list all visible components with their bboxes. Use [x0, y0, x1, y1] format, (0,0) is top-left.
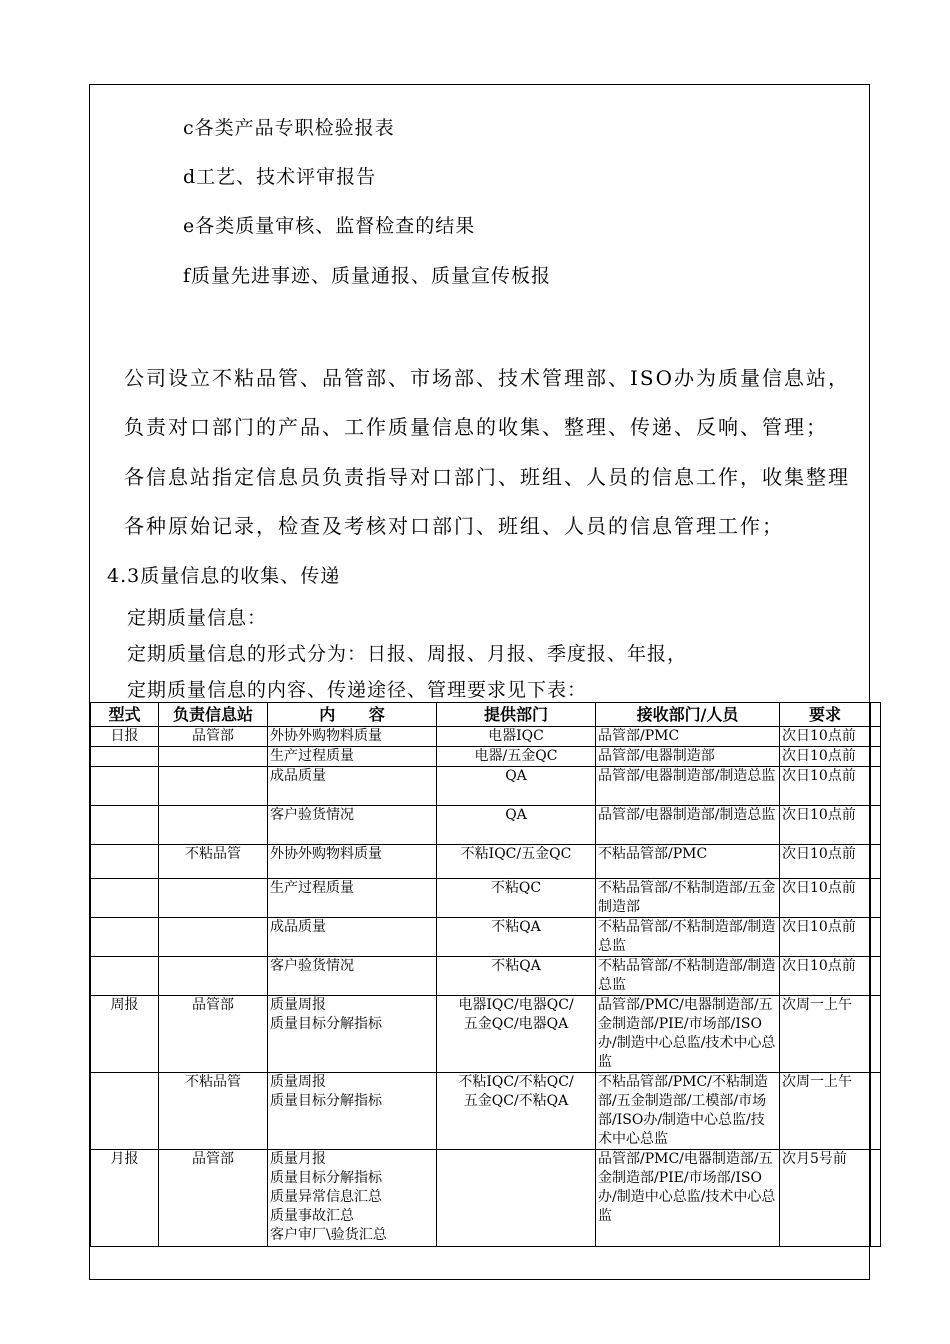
sub-line-1: 定期质量信息：: [127, 607, 268, 629]
cell-content: [268, 1073, 437, 1150]
cell-content-line: 质量事故汇总: [270, 1208, 354, 1224]
cell-type: [91, 806, 159, 845]
cell-provider-line: 电器IQC: [488, 728, 544, 744]
cell-provider-line: 五金QC/电器QA: [463, 1016, 569, 1032]
cell-content-line: 质量周报: [270, 997, 326, 1013]
cell-receiver: [596, 806, 780, 845]
cell-extra: [871, 767, 881, 806]
header-content: 内 容: [268, 703, 437, 727]
cell-content: [268, 879, 437, 918]
cell-provider: [437, 879, 596, 918]
cell-type: 周报: [91, 996, 159, 1073]
table-row: [91, 957, 881, 996]
cell-receiver: [596, 1073, 780, 1150]
cell-content: [268, 996, 437, 1073]
cell-extra: [871, 845, 881, 879]
table-row: [91, 767, 881, 806]
cell-provider: [437, 918, 596, 957]
table-body: [91, 727, 881, 1247]
cell-extra: [871, 806, 881, 845]
cell-receiver: [596, 918, 780, 957]
header-extra: [871, 703, 881, 727]
cell-type: [91, 918, 159, 957]
cell-content-line: 客户审厂\验货汇总: [270, 1227, 387, 1243]
cell-receiver-line: 不粘品管部/不粘制造部/制造总监: [598, 958, 776, 993]
paragraph-line-1: 公司设立不粘品管、品管部、市场部、技术管理部、ISO办为质量信息站，: [124, 366, 850, 390]
cell-receiver: [596, 996, 780, 1073]
cell-content-line: 质量目标分解指标: [270, 1093, 382, 1109]
cell-extra: [871, 879, 881, 918]
cell-content-line: 成品质量: [270, 919, 326, 935]
cell-receiver: [596, 957, 780, 996]
sub-line-2: 定期质量信息的形式分为：日报、周报、月报、季度报、年报，: [127, 643, 688, 665]
cell-provider: [437, 806, 596, 845]
cell-provider-line: QA: [505, 768, 527, 784]
cell-extra: [871, 727, 881, 747]
paragraph-line-4: 各种原始记录，检查及考核对口部门、班组、人员的信息管理工作；: [124, 514, 784, 538]
cell-provider: [437, 767, 596, 806]
cell-provider-line: QA: [505, 807, 527, 823]
cell-content-line: 客户验货情况: [270, 958, 354, 974]
table-row: [91, 1073, 881, 1150]
list-item-f: f质量先进事迹、质量通报、质量宣传板报: [183, 265, 552, 287]
cell-extra: [871, 1073, 881, 1150]
cell-receiver-line: 品管部/电器制造部/制造总监: [598, 807, 776, 823]
cell-receiver: [596, 1150, 780, 1247]
cell-receiver: [596, 747, 780, 767]
cell-station: [159, 747, 268, 767]
cell-type: [91, 879, 159, 918]
cell-content: [268, 957, 437, 996]
cell-provider-line: 电器IQC/电器QC/: [458, 997, 574, 1013]
cell-provider-line: 电器/五金QC: [474, 748, 558, 764]
cell-station: 不粘品管: [159, 845, 268, 879]
cell-provider: [437, 996, 596, 1073]
cell-requirement: 次日10点前: [780, 767, 871, 806]
cell-requirement: 次月5号前: [780, 1150, 871, 1247]
cell-receiver-line: 品管部/电器制造部: [598, 748, 715, 764]
header-requirement: 要求: [780, 703, 871, 727]
cell-extra: [871, 957, 881, 996]
cell-content: [268, 767, 437, 806]
cell-type: [91, 957, 159, 996]
sub-line-3: 定期质量信息的内容、传递途径、管理要求见下表：: [127, 679, 588, 701]
cell-type: 月报: [91, 1150, 159, 1247]
cell-receiver: [596, 879, 780, 918]
cell-station: 不粘品管: [159, 1073, 268, 1150]
table-row: [91, 996, 881, 1073]
table-header-row: [91, 703, 881, 727]
cell-provider-line: 不粘IQC/不粘QC/: [458, 1074, 574, 1090]
cell-content: [268, 845, 437, 879]
cell-requirement: 次日10点前: [780, 957, 871, 996]
cell-provider-line: 不粘QA: [491, 919, 541, 935]
cell-provider-line: 不粘IQC/五金QC: [460, 846, 572, 862]
cell-content-line: 外协外购物料质量: [270, 846, 382, 862]
cell-requirement: 次日10点前: [780, 845, 871, 879]
header-provider: 提供部门: [437, 703, 596, 727]
table-row: [91, 806, 881, 845]
list-item-e: e各类质量审核、监督检查的结果: [183, 215, 476, 237]
cell-station: 品管部: [159, 1150, 268, 1247]
cell-receiver-line: 不粘品管部/PMC/不粘制造部/五金制造部/工模部/市场部/ISO办/制造中心总监/技术中心总监: [598, 1074, 768, 1147]
cell-content-line: 质量目标分解指标: [270, 1170, 382, 1186]
cell-extra: [871, 747, 881, 767]
cell-provider: [437, 845, 596, 879]
cell-requirement: 次日10点前: [780, 918, 871, 957]
cell-station: [159, 918, 268, 957]
cell-extra: [871, 918, 881, 957]
header-type: 型式: [91, 703, 159, 727]
cell-station: 品管部: [159, 996, 268, 1073]
cell-requirement: 次日10点前: [780, 806, 871, 845]
list-item-c: c各类产品专职检验报表: [183, 117, 395, 139]
table-row: [91, 727, 881, 747]
cell-type: [91, 767, 159, 806]
cell-station: [159, 879, 268, 918]
cell-receiver-line: 品管部/PMC/电器制造部/五金制造部/PIE/市场部/ISO办/制造中心总监/技术中心总监: [598, 997, 776, 1070]
cell-provider: [437, 1150, 596, 1247]
table-row: [91, 845, 881, 879]
cell-content: [268, 918, 437, 957]
cell-content-line: 质量月报: [270, 1151, 326, 1167]
cell-receiver-line: 品管部/PMC: [598, 728, 680, 744]
cell-extra: [871, 996, 881, 1073]
cell-content-line: 质量异常信息汇总: [270, 1189, 382, 1205]
cell-requirement: 次周一上午: [780, 996, 871, 1073]
header-station: 负责信息站: [159, 703, 268, 727]
cell-station: [159, 957, 268, 996]
cell-station: [159, 806, 268, 845]
cell-extra: [871, 1150, 881, 1247]
paragraph-line-3: 各信息站指定信息员负责指导对口部门、班组、人员的信息工作，收集整理: [124, 465, 850, 489]
cell-content-line: 成品质量: [270, 768, 326, 784]
cell-content-line: 生产过程质量: [270, 880, 354, 896]
cell-requirement: 次日10点前: [780, 727, 871, 747]
table-row: [91, 747, 881, 767]
cell-receiver: [596, 845, 780, 879]
cell-receiver-line: 不粘品管部/PMC: [598, 846, 708, 862]
cell-content-line: 生产过程质量: [270, 748, 354, 764]
section-heading: 4.3质量信息的收集、传递: [107, 565, 341, 587]
cell-type: 日报: [91, 727, 159, 747]
paragraph-line-2: 负责对口部门的产品、工作质量信息的收集、整理、传递、反响、管理；: [124, 415, 828, 439]
cell-content-line: 外协外购物料质量: [270, 728, 382, 744]
cell-type: [91, 1073, 159, 1150]
cell-content: [268, 1150, 437, 1247]
cell-type: [91, 747, 159, 767]
cell-provider-line: 五金QC/不粘QA: [463, 1093, 569, 1109]
cell-content-line: 质量周报: [270, 1074, 326, 1090]
cell-type: [91, 845, 159, 879]
cell-requirement: 次周一上午: [780, 1073, 871, 1150]
cell-provider: [437, 747, 596, 767]
table-row: [91, 918, 881, 957]
header-receiver: 接收部门/人员: [596, 703, 780, 727]
cell-requirement: 次日10点前: [780, 747, 871, 767]
cell-provider-line: 不粘QC: [490, 880, 542, 896]
cell-content-line: 质量目标分解指标: [270, 1016, 382, 1032]
table-row: [91, 1150, 881, 1247]
cell-provider-line: 不粘QA: [491, 958, 541, 974]
cell-provider: [437, 727, 596, 747]
cell-station: 品管部: [159, 727, 268, 747]
cell-provider: [437, 957, 596, 996]
cell-receiver-line: 品管部/PMC/电器制造部/五金制造部/PIE/市场部/ISO办/制造中心总监/技术中心总监: [598, 1151, 776, 1224]
cell-content: [268, 727, 437, 747]
cell-content-line: 客户验货情况: [270, 807, 354, 823]
cell-requirement: 次日10点前: [780, 879, 871, 918]
cell-receiver-line: 不粘品管部/不粘制造部/五金制造部: [598, 880, 776, 915]
table-row: [91, 879, 881, 918]
quality-info-table: [90, 702, 881, 1247]
list-item-d: d工艺、技术评审报告: [183, 166, 377, 188]
cell-receiver: [596, 767, 780, 806]
cell-content: [268, 747, 437, 767]
cell-receiver-line: 品管部/电器制造部/制造总监: [598, 768, 776, 784]
cell-receiver-line: 不粘品管部/不粘制造部/制造总监: [598, 919, 776, 954]
cell-receiver: [596, 727, 780, 747]
cell-station: [159, 767, 268, 806]
cell-provider: [437, 1073, 596, 1150]
cell-content: [268, 806, 437, 845]
